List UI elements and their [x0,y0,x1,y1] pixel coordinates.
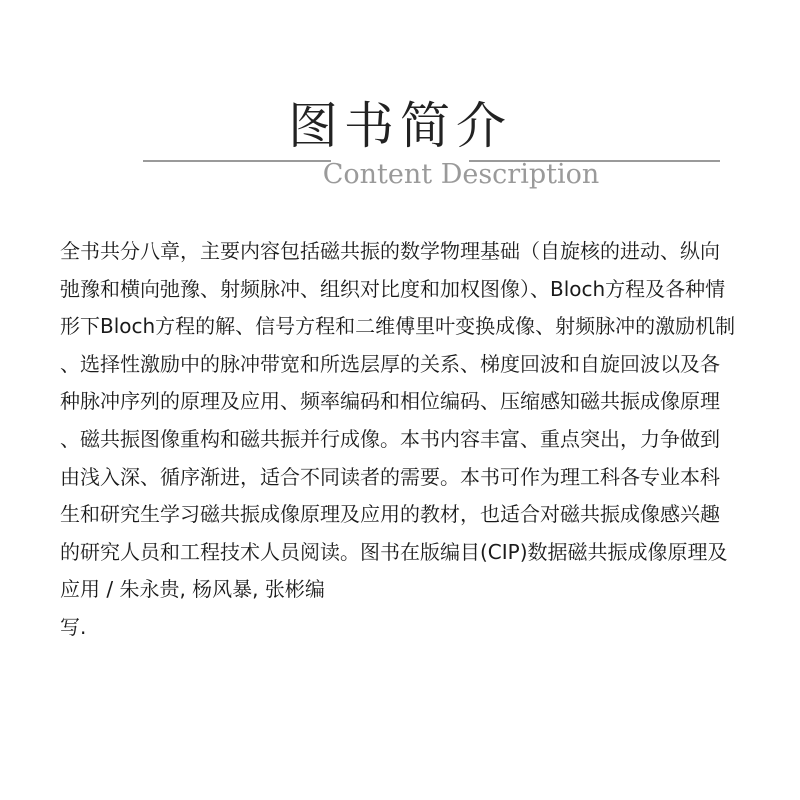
description-line: 种脉冲序列的原理及应用、频率编码和相位编码、压缩感知磁共振成像原理 [60,389,720,414]
description-line: 写. [60,614,87,639]
page-title: 图书简介 [288,97,512,155]
section-header [0,0,800,200]
description-line: 的研究人员和工程技术人员阅读。图书在版编目(CIP)数据磁共振成像原理及 [60,539,728,564]
description-line: 由浅入深、循序渐进，适合不同读者的需要。本书可作为理工科各专业本科 [60,464,720,489]
description-line: 形下Bloch方程的解、信号方程和二维傅里叶变换成像、射频脉冲的激励机制 [60,314,736,339]
description-line: 、磁共振图像重构和磁共振并行成像。本书内容丰富、重点突出，力争做到 [60,426,720,451]
description-line: 全书共分八章，主要内容包括磁共振的数学物理基础（自旋核的进动、纵向 [60,239,720,263]
description-line: 应用 / 朱永贵, 杨风暴, 张彬编 [60,577,325,602]
description-line: 、选择性激励中的脉冲带宽和所选层厚的关系、梯度回波和自旋回波以及各 [60,351,720,376]
description-line: 生和研究生学习磁共振成像原理及应用的教材，也适合对磁共振成像感兴趣 [60,502,720,527]
description-line: 弛豫和横向弛豫、射频脉冲、组织对比度和加权图像）、Bloch方程及各种情 [60,276,726,301]
page-subtitle: Content Description [322,159,600,190]
description-text [60,233,772,647]
